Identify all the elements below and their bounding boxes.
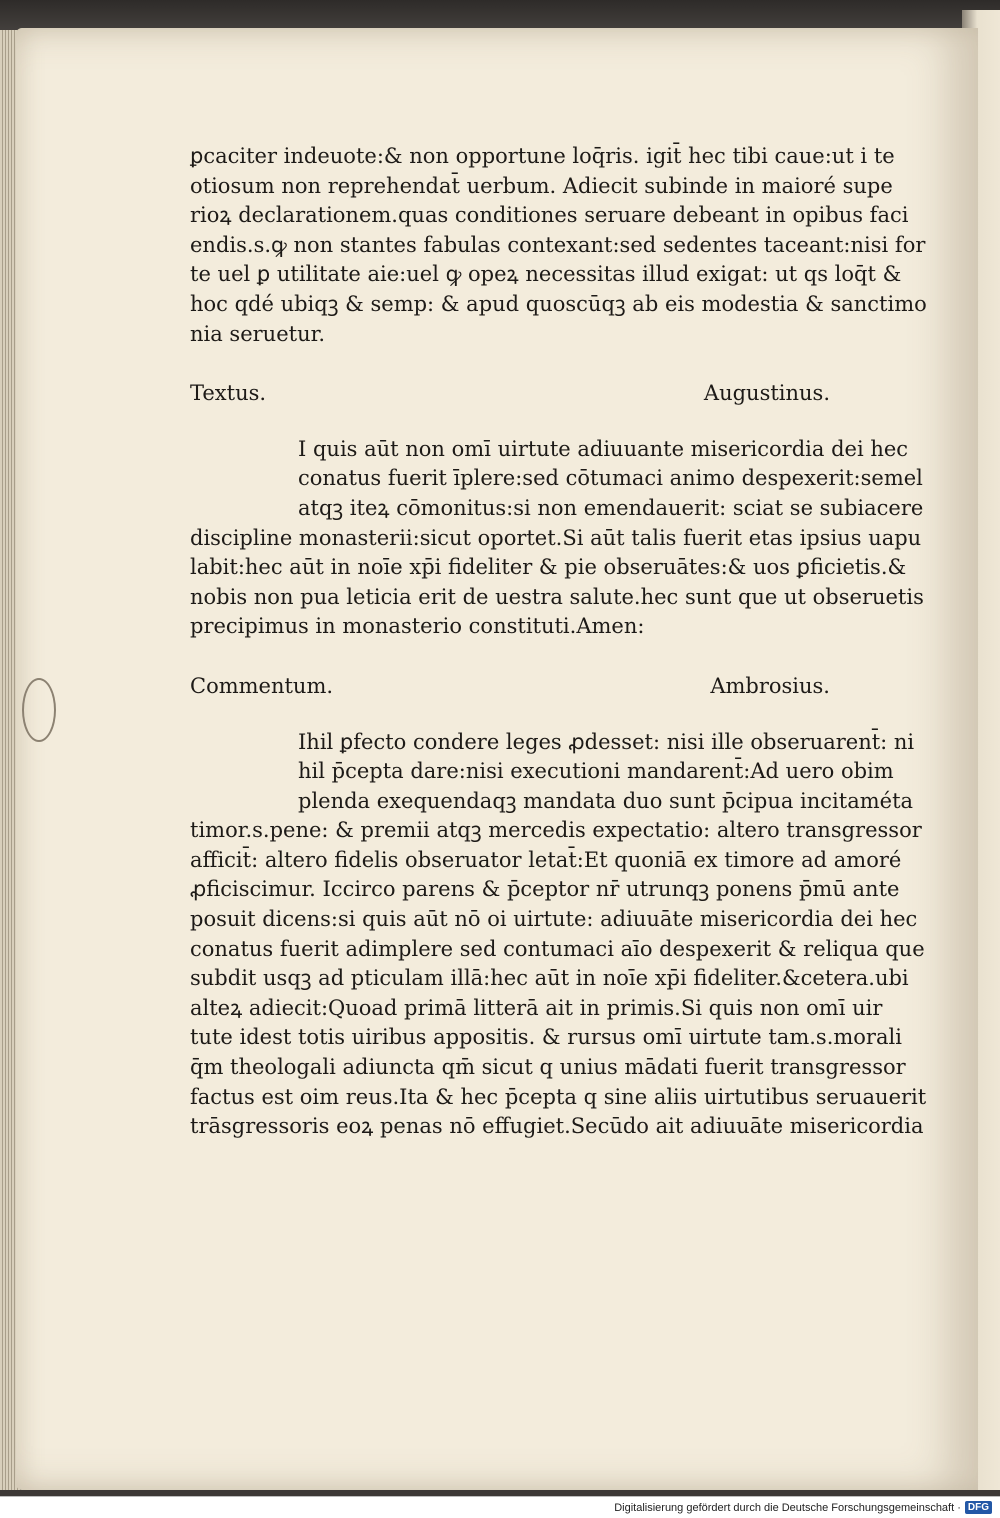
heading-left: Textus. bbox=[190, 381, 267, 406]
text-line: hoc qdé ubiqꝫ & semp: & apud quoscūqꝫ ab eis modestia & sanctimo bbox=[190, 291, 927, 316]
page-text bbox=[190, 142, 927, 1142]
paragraph-1 bbox=[190, 142, 927, 349]
section-heading-commentum bbox=[190, 672, 830, 702]
footer-credit bbox=[0, 1496, 1000, 1518]
text-line: afficit̄: altero fidelis obseruator letat̄:Et quoniā ex timore ad amoré bbox=[190, 847, 902, 872]
clasp-ring bbox=[22, 678, 56, 742]
text-line: atqꝫ iteꝝ cōmonitus:si non emendauerit: sciat se subiacere bbox=[298, 495, 924, 520]
text-line: ꝓficiscimur. Iccirco parens & p̄ceptor nr̄ utrunqꝫ ponens p̄mū ante bbox=[190, 877, 900, 902]
paragraph-3 bbox=[190, 728, 927, 1142]
heading-left: Commentum. bbox=[190, 673, 334, 698]
text-line: I quis aūt non omī uirtute adiuuante misericordia dei hec bbox=[298, 436, 909, 461]
text-line: hil p̄cepta dare:nisi executioni mandarent̄:Ad uero obim bbox=[298, 759, 894, 784]
text-line: trāsgressoris eoꝝ penas nō effugiet.Secūdo ait adiuuāte misericordia bbox=[190, 1114, 924, 1139]
text-line: labit:hec aūt in noīe xp̄i fideliter & pie obseruātes:& uos ꝑficietis.& bbox=[190, 555, 907, 580]
text-line: otiosum non reprehendat̄ uerbum. Adiecit subinde in maioré supe bbox=[190, 173, 893, 198]
dfg-logo-badge: DFG bbox=[965, 1501, 992, 1514]
text-line: factus est oim reus.Ita & hec p̄cepta q sine aliis uirtutibus seruauerit bbox=[190, 1084, 927, 1109]
paragraph-2 bbox=[190, 435, 924, 642]
text-line: alteꝝ adiecit:Quoad primā litterā ait in primis.Si quis non omī uir bbox=[190, 995, 883, 1020]
text-line: q̄m theologali adiuncta qm̄ sicut q unius mādati fuerit transgressor bbox=[190, 1055, 906, 1080]
section-heading-textus bbox=[190, 379, 830, 409]
text-line: discipline monasterii:sicut oportet.Si aūt talis fuerit etas ipsius uapu bbox=[190, 525, 922, 550]
text-line: precipimus in monasterio constituti.Amen: bbox=[190, 614, 645, 639]
footer-text: Digitalisierung gefördert durch die Deutsche Forschungsgemeinschaft · bbox=[614, 1501, 961, 1514]
text-line: nia seruetur. bbox=[190, 321, 326, 346]
heading-right: Ambrosius. bbox=[710, 673, 830, 698]
text-line: conatus fuerit adimplere sed contumaci aīo despexerit & reliqua que bbox=[190, 936, 925, 961]
text-line: conatus fuerit īplere:sed cōtumaci animo despexerit:semel bbox=[298, 466, 923, 491]
text-line: ꝑcaciter indeuote:& non opportune loq̄ris. igit̄ hec tibi caue:ut i te bbox=[190, 144, 895, 168]
text-line: endis.s.ꝙ non stantes fabulas contexant:sed sedentes taceant:nisi for bbox=[190, 232, 926, 257]
text-line: plenda exequendaqꝫ mandata duo sunt p̄cipua incitaméta bbox=[298, 788, 914, 813]
text-line: Ihil ꝑfecto condere leges ꝓdesset: nisi ille obseruarent̄: ni bbox=[298, 729, 915, 754]
text-line: timor.s.pene: & premii atqꝫ mercedis expectatio: altero transgressor bbox=[190, 818, 922, 843]
text-line: rioꝝ declarationem.quas conditiones seruare debeant in opibus faci bbox=[190, 203, 909, 228]
text-line: posuit dicens:si quis aūt nō oi uirtute: adiuuāte misericordia dei hec bbox=[190, 907, 918, 932]
text-line: nobis non pua leticia erit de uestra salute.hec sunt que ut obseruetis bbox=[190, 584, 924, 609]
text-line: subdit usqꝫ ad pticulam illā:hec aūt in noīe xp̄i fideliter.&cetera.ubi bbox=[190, 966, 909, 991]
text-line: tute idest totis uiribus appositis. & rursus omī uirtute tam.s.morali bbox=[190, 1025, 902, 1050]
text-line: te uel ꝑ utilitate aie:uel ꝙ opeꝝ necessitas illud exigat: ut qs loq̄t & bbox=[190, 262, 902, 287]
heading-right: Augustinus. bbox=[703, 381, 830, 406]
